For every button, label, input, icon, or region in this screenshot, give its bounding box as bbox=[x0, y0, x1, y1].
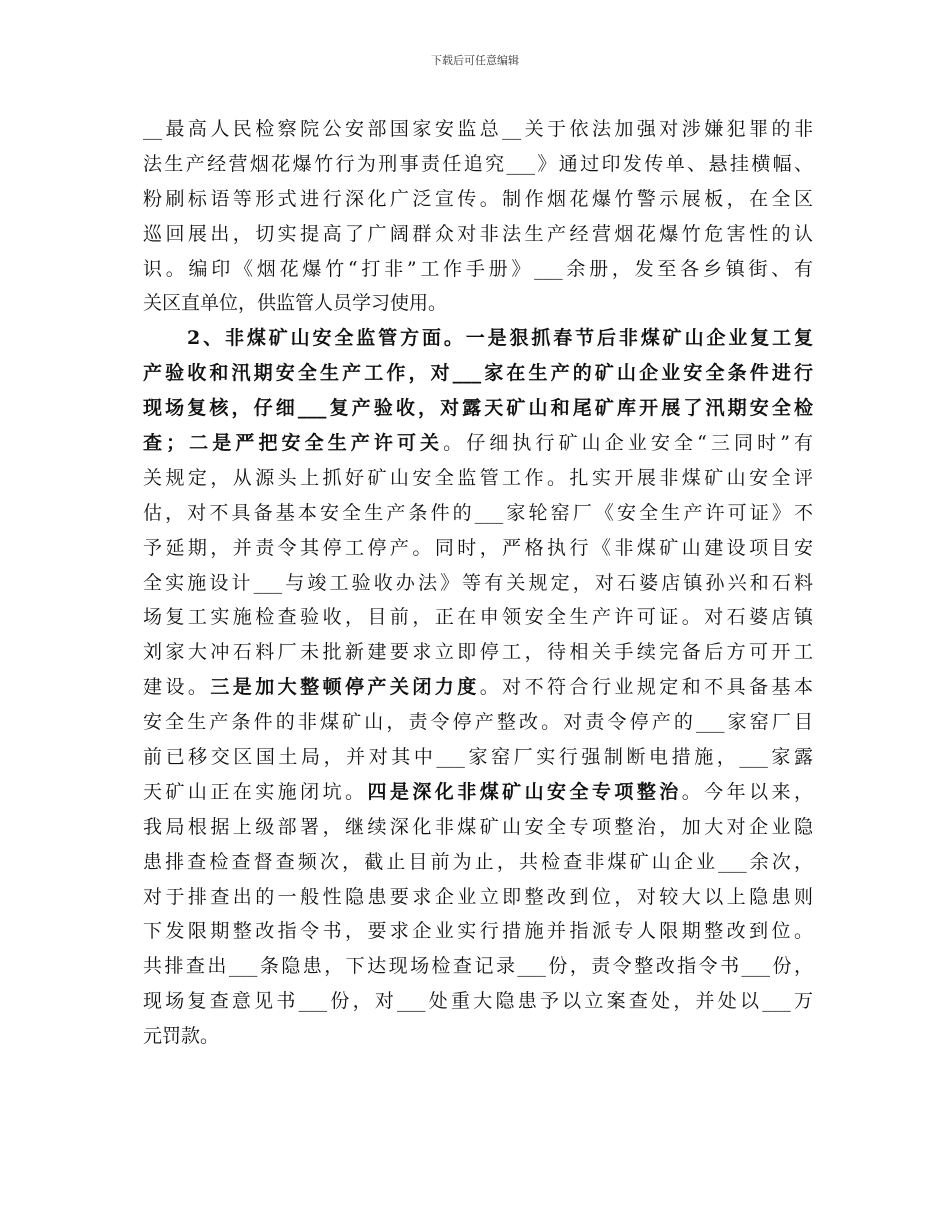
bold-text-segment: 2、非煤矿山安全监管方面。一是狠抓春节后非煤矿山企业复工复 bbox=[187, 327, 813, 350]
text-segment: __最高人民检察院公安部国家安监总__关于依法加强对涉嫌犯罪的非 bbox=[143, 118, 813, 140]
text-line bbox=[143, 635, 813, 670]
text-segment: 建设。 bbox=[143, 676, 211, 699]
text-segment: 场复工实施检查验收，目前，正在申领安全生产许可证。对石婆店镇 bbox=[143, 606, 813, 629]
text-segment: 关区直单位，供监管人员学习使用。 bbox=[143, 292, 448, 315]
text-segment: 估，对不具备基本安全生产条件的___家轮窑厂《安全生产许可证》不 bbox=[143, 501, 813, 524]
text-line bbox=[143, 880, 813, 915]
text-line bbox=[143, 286, 813, 321]
text-line bbox=[143, 845, 813, 880]
text-line bbox=[143, 496, 813, 531]
bold-text-segment: 产验收和汛期安全生产工作，对___家在生产的矿山企业安全条件进行 bbox=[143, 362, 813, 385]
text-segment: 识。编印《烟花爆竹“打非”工作手册》___余册，发至各乡镇街、有 bbox=[143, 257, 813, 280]
text-line bbox=[143, 252, 813, 287]
text-segment: 前已移交区国土局，并对其中___家窑厂实行强制断电措施，___家露 bbox=[143, 746, 813, 769]
text-line bbox=[143, 147, 813, 182]
text-line bbox=[143, 321, 813, 356]
text-segment: 对于排查出的一般性隐患要求企业立即整改到位，对较大以上隐患则 bbox=[143, 885, 813, 908]
text-line bbox=[143, 531, 813, 566]
text-segment: 。今年以来， bbox=[681, 780, 813, 803]
text-segment: 。仔细执行矿山企业安全“三同时”有 bbox=[443, 432, 813, 455]
text-line bbox=[143, 810, 813, 845]
text-line bbox=[143, 426, 813, 461]
text-line bbox=[143, 740, 813, 775]
text-segment: 患排查检查督查频次，截止目前为止，共检查非煤矿山企业___余次， bbox=[143, 850, 813, 873]
text-line bbox=[143, 705, 813, 740]
text-segment: 天矿山正在实施闭坑。 bbox=[143, 780, 368, 803]
text-segment: 共排查出___条隐患，下达现场检查记录___份，责令整改指令书___份， bbox=[143, 955, 813, 978]
text-line bbox=[143, 182, 813, 217]
text-line bbox=[143, 112, 813, 147]
text-line bbox=[143, 461, 813, 496]
text-segment: 现场复查意见书___份，对___处重大隐患予以立案查处，并处以___万 bbox=[143, 990, 813, 1013]
page-header: 下载后可任意编辑 bbox=[431, 54, 519, 67]
text-segment: 巡回展出，切实提高了广阔群众对非法生产经营烟花爆竹危害性的认 bbox=[143, 222, 813, 245]
text-segment: 元罚款。 bbox=[143, 1025, 220, 1048]
text-segment: 全实施设计___与竣工验收办法》等有关规定，对石婆店镇孙兴和石料 bbox=[143, 571, 813, 594]
bold-text-segment: 查；二是严把安全生产许可关 bbox=[143, 432, 444, 455]
text-line bbox=[143, 1019, 813, 1054]
text-segment: 关规定，从源头上抓好矿山安全监管工作。扎实开展非煤矿山安全评 bbox=[143, 466, 813, 489]
text-line bbox=[143, 984, 813, 1019]
text-line bbox=[143, 217, 813, 252]
text-segment: 下发限期整改指令书，要求企业实行措施并指派专人限期整改到位。 bbox=[143, 920, 813, 943]
document-body bbox=[143, 112, 813, 1054]
bold-text-segment: 三是加大整顿停产关闭力度 bbox=[210, 676, 480, 699]
bold-text-segment: 四是深化非煤矿山安全专项整治 bbox=[367, 780, 682, 803]
text-line bbox=[143, 391, 813, 426]
text-line bbox=[143, 670, 813, 705]
bold-text-segment: 现场复核，仔细___复产验收，对露天矿山和尾矿库开展了汛期安全检 bbox=[143, 397, 813, 420]
text-line bbox=[143, 914, 813, 949]
text-line bbox=[143, 600, 813, 635]
text-segment: 予延期，并责令其停工停产。同时，严格执行《非煤矿山建设项目安 bbox=[143, 536, 813, 559]
text-line bbox=[143, 949, 813, 984]
text-segment: 刘家大冲石料厂未批新建要求立即停工，待相关手续完备后方可开工 bbox=[143, 641, 813, 664]
text-line bbox=[143, 566, 813, 601]
text-line bbox=[143, 775, 813, 810]
text-segment: 我局根据上级部署，继续深化非煤矿山安全专项整治，加大对企业隐 bbox=[143, 815, 813, 838]
text-segment: 。对不符合行业规定和不具备基本 bbox=[479, 676, 813, 699]
text-segment: 法生产经营烟花爆竹行为刑事责任追究___》通过印发传单、悬挂横幅、 bbox=[143, 152, 813, 175]
text-line bbox=[143, 356, 813, 391]
text-segment: 安全生产条件的非煤矿山，责令停产整改。对责令停产的___家窑厂目 bbox=[143, 711, 813, 734]
text-segment: 粉刷标语等形式进行深化广泛宣传。制作烟花爆竹警示展板，在全区 bbox=[143, 187, 813, 210]
